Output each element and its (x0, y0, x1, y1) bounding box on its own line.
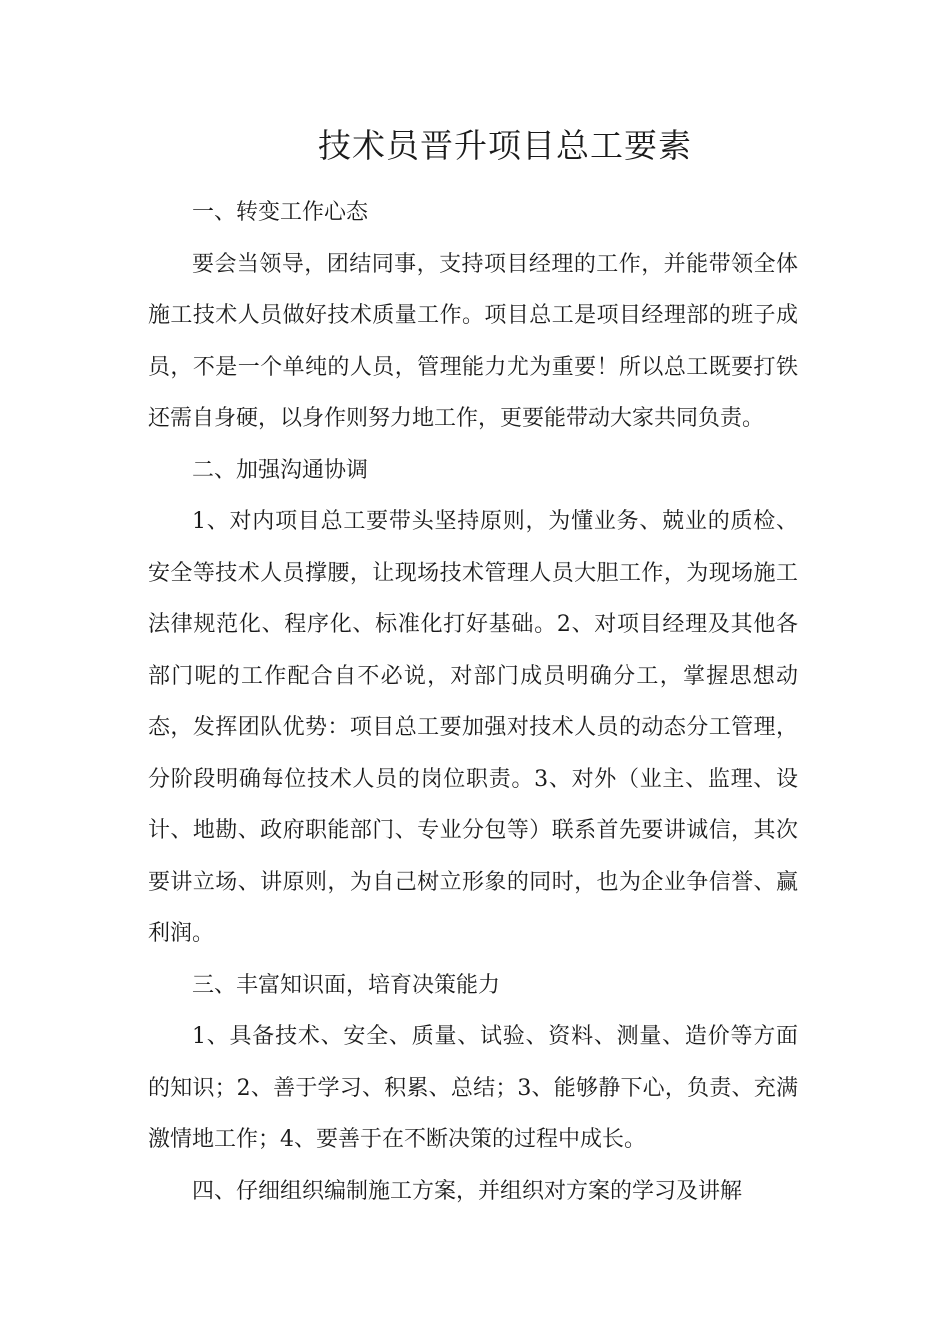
section-paragraph-3: 1、具备技术、安全、质量、试验、资料、测量、造价等方面的知识；2、善于学习、积累、总结；3、能够静下心，负责、充满激情地工作；4、要善于在不断决策的过程中成长。 (148, 1024, 798, 1152)
section-paragraph-2: 1、对内项目总工要带头坚持原则，为懂业务、兢业的质检、安全等技术人员撑腰，让现场技术管理人员大胆工作，为现场施工法律规范化、程序化、标准化打好基础。2、对项目经理及其他各部门呢的工作配合自不必说，对部门成员明确分工，掌握思想动态，发挥团队优势：项目总工要加强对技术人员的动态分工管理，分阶段明确每位技术人员的岗位职责。3、对外（业主、监理、设计、地勘、政府职能部门、专业分包等）联系首先要讲诚信，其次要讲立场、讲原则，为自己树立形象的同时，也为企业争信誉、赢利润。 (148, 509, 798, 946)
document-body (148, 187, 798, 1217)
document-title: 技术员晋升项目总工要素 (318, 126, 692, 165)
section-heading-4: 四、仔细组织编制施工方案，并组织对方案的学习及讲解 (192, 1178, 743, 1204)
section-heading-1: 一、转变工作心态 (192, 200, 369, 225)
section-heading-3: 三、丰富知识面，培育决策能力 (192, 972, 501, 998)
section-heading-2: 二、加强沟通协调 (192, 457, 369, 483)
section-paragraph-1: 要会当领导，团结同事，支持项目经理的工作，并能带领全体施工技术人员做好技术质量工作。项目总工是项目经理部的班子成员，不是一个单纯的人员，管理能力尤为重要！所以总工既要打铁还需自身硬，以身作则努力地工作，更要能带动大家共同负责。 (148, 251, 798, 431)
